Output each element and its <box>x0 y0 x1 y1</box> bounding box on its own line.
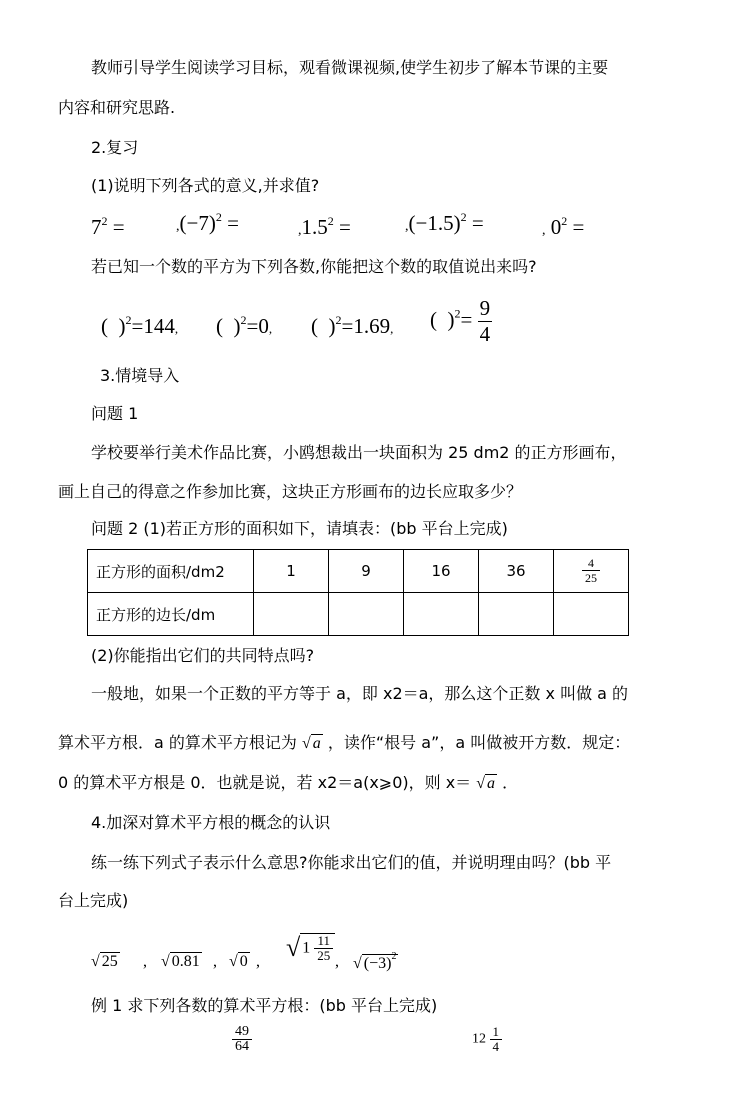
table-row <box>88 593 629 636</box>
table-cell: 9 <box>329 550 404 593</box>
intro-line-2: 内容和研究思路. <box>58 98 176 117</box>
example-1: 例 1 求下列各数的算术平方根：(bb 平台上完成) <box>91 996 438 1015</box>
reverse-expr-4: ( )$^2$= $\frac{9}{4}$ <box>430 296 491 346</box>
square-expr-3: ,1.5$^2$ = <box>298 214 351 239</box>
table-cell: 16 <box>404 550 479 593</box>
example-item-12-1-4: 12 $\frac{1}{4}$ <box>472 1025 502 1054</box>
section-deepen-title: 4.加深对算术平方根的概念的认识 <box>91 813 331 832</box>
reverse-expr-2: ( )$^2$=0, <box>216 313 273 338</box>
problem-1-title: 问题 1 <box>91 404 139 423</box>
definition-line-1: 一般地，如果一个正数的平方等于 a，即 x2＝a，那么这个正数 x 叫做 a 的 <box>91 684 629 703</box>
table-cell-empty[interactable] <box>254 593 329 636</box>
example-item-49-64: $\frac{49}{64}$ <box>232 1025 252 1055</box>
table-cell <box>554 550 629 593</box>
sqrt-neg3-squared: √ $(-3)^2$ <box>353 951 397 972</box>
table-row <box>88 550 629 593</box>
square-expr-1: $7^2$ = <box>91 214 125 239</box>
fraction-4-over-25: $\frac{4}{25}$ <box>582 556 600 585</box>
sqrt-0: √ 0 <box>229 953 248 970</box>
section-context-title: 3.情境导入 <box>100 366 180 385</box>
reverse-expr-3: ( )$^2$=1.69, <box>311 313 394 338</box>
table-header-side: 正方形的边长/dm <box>88 593 254 636</box>
problem-1-line-2: 画上自己的得意之作参加比赛，这块正方形画布的边长应取多少？ <box>58 482 523 501</box>
sqrt-a: √ a <box>476 775 496 792</box>
intro-line-1: 教师引导学生阅读学习目标，观看微课视频,使学生初步了解本节课的主要 <box>91 58 609 77</box>
problem-1-line-1: 学校要举行美术作品比赛，小鸥想裁出一块面积为 25 dm2 的正方形画布， <box>91 443 627 462</box>
square-expr-4: $,(-1.5)^2$ = <box>405 210 484 235</box>
table-cell: 1 <box>254 550 329 593</box>
table-cell-empty[interactable] <box>404 593 479 636</box>
table-header-area: 正方形的面积/dm2 <box>88 550 254 593</box>
fraction-9-over-4: $\frac{9}{4}$ <box>479 296 491 346</box>
square-expr-2: $,(-7)^2$ = <box>176 210 239 235</box>
question-1: (1)说明下列各式的意义,并求值? <box>91 176 320 195</box>
area-side-table <box>87 549 629 636</box>
practice-line-2: 台上完成) <box>58 891 129 910</box>
table-cell-empty[interactable] <box>554 593 629 636</box>
sqrt-mixed-1-11-25: √ 1 $\frac{11}{25}$ <box>286 933 335 963</box>
sqrt-a: √ a <box>302 735 321 752</box>
sqrt-25: √ 25 <box>91 953 118 970</box>
sqrt-0-81: √ 0.81 <box>161 953 200 970</box>
square-expr-5: , $0^2$ = <box>542 214 585 239</box>
table-cell-empty[interactable] <box>329 593 404 636</box>
definition-line-2: 算术平方根．a 的算术平方根记为 √ a ，读作“根号 a”，a 叫做被开方数．规定： <box>58 733 631 752</box>
table-cell-empty[interactable] <box>479 593 554 636</box>
question-2: 若已知一个数的平方为下列各数,你能把这个数的取值说出来吗? <box>91 257 537 276</box>
reverse-expr-1: ( )$^2$=144, <box>101 313 179 338</box>
definition-line-3: 0 的算术平方根是 0．也就是说，若 x2＝a(x⩾0)，则 x＝ √ a ． <box>58 773 519 792</box>
section-review-title: 2.复习 <box>91 138 139 157</box>
table-cell: 36 <box>479 550 554 593</box>
problem-2-question-2: (2)你能指出它们的共同特点吗? <box>91 646 315 665</box>
practice-line-1: 练一练下列式子表示什么意思?你能求出它们的值，并说明理由吗？(bb 平 <box>91 853 612 872</box>
problem-2-title: 问题 2 (1)若正方形的面积如下，请填表：(bb 平台上完成) <box>91 519 508 538</box>
